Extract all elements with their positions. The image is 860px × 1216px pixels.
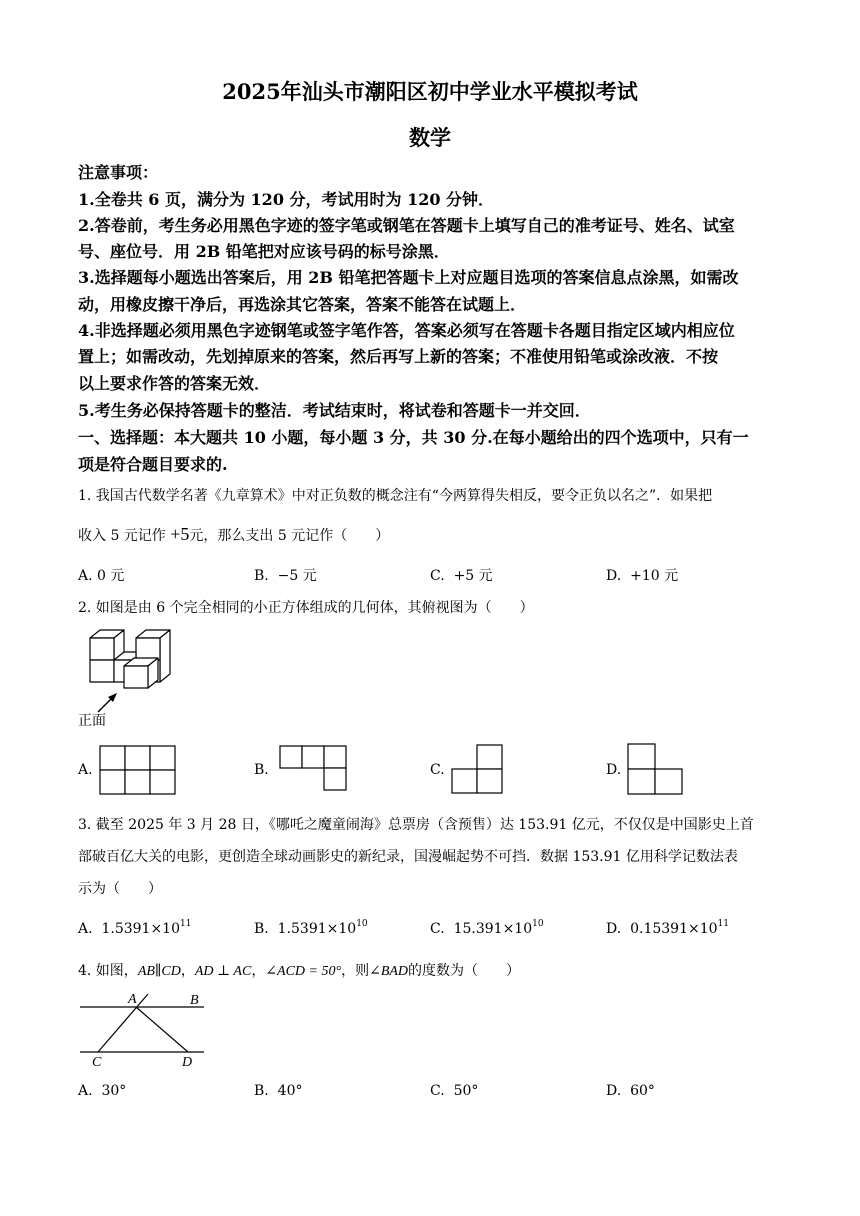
section-heading: 一、选择题：本大题共 10 小题，每小题 3 分，共 30 分.在每小题给出的四个选项中，只有一 <box>78 428 749 447</box>
q4-cond-parallel: AB∥CD <box>137 964 181 979</box>
q4-option-b[interactable]: B. 40° <box>254 1083 303 1099</box>
q3-option-a[interactable]: A. $1.5391\times 10^{11}$ <box>78 919 192 937</box>
notice-heading: 注意事项： <box>78 163 159 182</box>
q1-option-a[interactable]: A. 0 元 <box>78 568 125 584</box>
q2-option-b-figure[interactable] <box>278 744 350 794</box>
q2-option-d-figure[interactable] <box>626 742 686 798</box>
q2-option-b-label[interactable]: B. <box>254 762 269 778</box>
q1-stem-pre: 收入 5 元记作 <box>78 528 171 544</box>
q4-option-d[interactable]: D. 60° <box>606 1083 655 1099</box>
q4-stem: 4. 如图，AB∥CD，AD ⊥ AC，∠ACD = 50°，则∠BAD的度数为（ ） <box>78 963 521 979</box>
q1-option-c[interactable]: C. +5 元 <box>430 568 493 584</box>
q1-stem-post: 元，那么支出 5 元记作（ ） <box>189 528 390 544</box>
q1-option-d[interactable]: D. +10 元 <box>606 568 679 584</box>
notice-line: 3.选择题每小题选出答案后，用 2B 铅笔把答题卡上对应题目选项的答案信息点涂黑，如需改 <box>78 268 739 287</box>
q2-option-a-figure[interactable] <box>98 744 178 796</box>
subject-title: 数学 <box>409 125 451 150</box>
q1-value: +5 <box>170 524 190 544</box>
q4-cond-angle: ∠ACD = 50° <box>265 964 342 979</box>
q4-target-angle: ∠BAD <box>369 964 409 979</box>
notice-line: 5.考生务必保持答题卡的整洁．考试结束时，将试卷和答题卡一并交回． <box>78 401 591 420</box>
q2-option-a-label[interactable]: A. <box>78 762 93 778</box>
notice-line: 以上要求作答的答案无效． <box>78 374 271 393</box>
notice-line: 1.全卷共 6 页，满分为 120 分，考试用时为 120 分钟． <box>78 190 495 209</box>
q2-option-d-label[interactable]: D. <box>606 762 622 778</box>
q2-option-c-figure[interactable] <box>450 743 506 797</box>
q1-stem: 1. 我国古代数学名著《九章算术》中对正负数的概念注有“今两算得失相反，要令正负以名之”．如果把 <box>78 488 713 504</box>
q4-cond-perp: AD ⊥ AC <box>194 964 252 979</box>
notice-line: 置上；如需改动，先划掉原来的答案，然后再写上新的答案；不准使用铅笔或涂改液．不按 <box>78 347 719 366</box>
section-heading: 项是符合题目要求的. <box>78 455 228 474</box>
exam-title: 2025年汕头市潮阳区初中学业水平模拟考试 <box>222 79 638 104</box>
q3-option-b[interactable]: B. $1.5391\times 10^{10}$ <box>254 919 368 937</box>
q3-stem: 部破百亿大关的电影，更创造全球动画影史的新纪录，国漫崛起势不可挡．数据 153.91 亿用科学记数法表 <box>78 849 738 865</box>
q1-stem <box>78 524 389 545</box>
point-a-label: A <box>128 992 137 1007</box>
point-b-label: B <box>190 993 199 1008</box>
notice-line: 2.答卷前，考生务必用黑色字迹的签字笔或钢笔在答题卡上填写自己的准考证号、姓名、试室 <box>78 216 735 235</box>
notice-line: 号、座位号．用 2B 铅笔把对应该号码的标号涂黑． <box>78 242 450 261</box>
q3-option-d[interactable]: D. $0.15391\times 10^{11}$ <box>606 919 729 937</box>
q3-option-c[interactable]: C. $15.391\times 10^{10}$ <box>430 919 544 937</box>
notice-line: 4.非选择题必须用黑色字迹钢笔或签字笔作答，答案必须写在答题卡各题目指定区域内相应位 <box>78 321 735 340</box>
q1-option-b[interactable]: B. −5 元 <box>254 568 317 584</box>
q2-solid-figure <box>84 628 184 718</box>
q2-stem: 2. 如图是由 6 个完全相同的小正方体组成的几何体，其俯视图为（ ） <box>78 600 534 616</box>
q4-geometry-figure <box>78 990 210 1068</box>
front-label: 正面 <box>78 713 106 729</box>
q4-option-a[interactable]: A. 30° <box>78 1083 127 1099</box>
q3-stem: 3. 截至 2025 年 3 月 28 日，《哪吒之魔童闹海》总票房（含预售）达 153.91 亿元，不仅仅是中国影史上首 <box>78 817 754 833</box>
q3-stem: 示为（ ） <box>78 881 162 897</box>
point-d-label: D <box>182 1055 193 1070</box>
point-c-label: C <box>92 1055 102 1070</box>
notice-line: 动，用橡皮擦干净后，再选涂其它答案，答案不能答在试题上． <box>78 295 527 314</box>
q4-option-c[interactable]: C. 50° <box>430 1083 479 1099</box>
q2-option-c-label[interactable]: C. <box>430 762 445 778</box>
